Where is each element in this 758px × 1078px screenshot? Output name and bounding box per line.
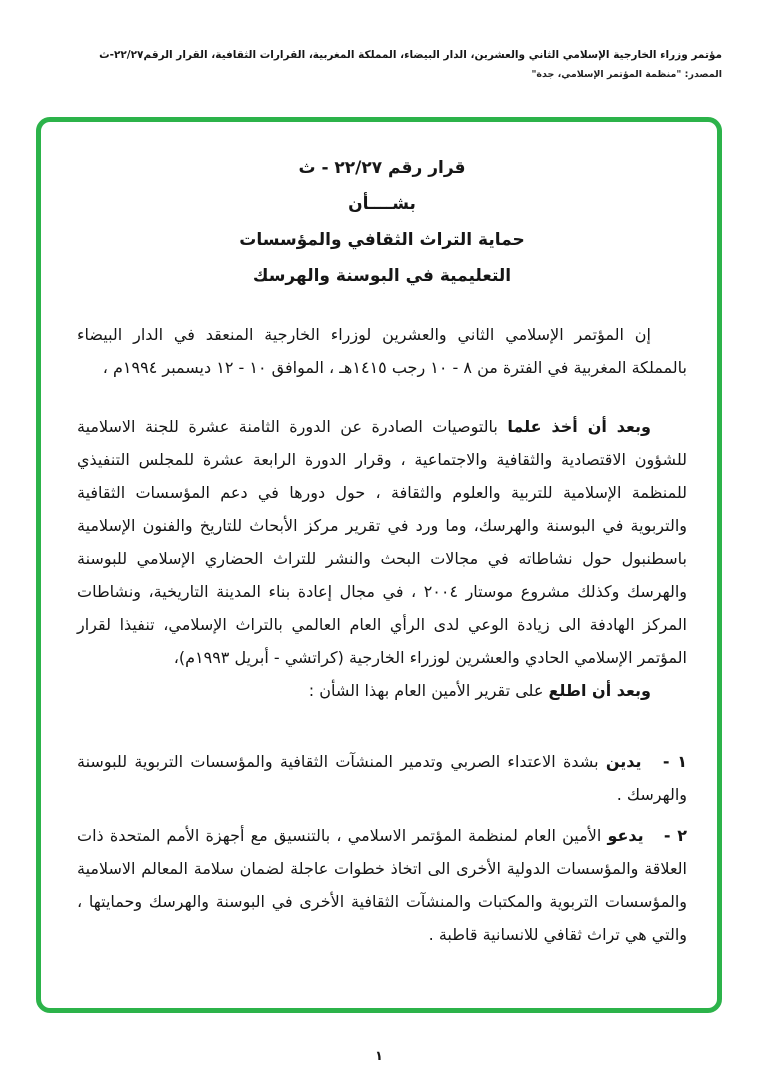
operative-item-1-number: ١ - (662, 752, 687, 771)
clause-having-reviewed (77, 674, 687, 707)
operative-item-2-lead: يدعو (607, 826, 644, 845)
clause-having-noted (77, 410, 687, 674)
clause-having-reviewed-text: على تقرير الأمين العام بهذا الشأن : (308, 681, 544, 700)
operative-item-2 (77, 819, 687, 951)
source-header (30, 48, 722, 80)
resolution-number-title: قرار رقم ٢٢/٢٧ - ث (298, 158, 466, 178)
clause-having-noted-lead: وبعد أن أخذ علما (507, 417, 652, 436)
operative-item-2-text: الأمين العام لمنظمة المؤتمر الاسلامي ، بالتنسيق مع أجهزة الأمم المتحدة ذات العلاقة والمؤسسات الدولية الأخرى الى اتخاذ خطوات عاجلة لضمان سلامة المعالم الاسلامية والمؤسسات التربوية والمكتبات والمنشآت الثقافية الأخرى في البوسنة والهرسك وحمايتها ، والتي هي تراث ثقافي للانسانية قاطبة . (77, 826, 687, 944)
operative-item-1 (77, 745, 687, 811)
operative-item-1-lead: يدين (605, 752, 642, 771)
clause-having-reviewed-lead: وبعد أن اطلع (548, 681, 651, 700)
document-frame (36, 117, 722, 1013)
resolution-subtitle: بشــــأن (348, 194, 416, 214)
clause-having-noted-text: بالتوصيات الصادرة عن الدورة الثامنة عشرة للجنة الاسلامية للشؤون الاقتصادية والثقافية والاجتماعية ، وقرار الدورة الرابعة عشرة للمجلس التنفيذي للمنظمة الإسلامية للتربية والعلوم والثقافة ، حول دورها في دعم المؤسسات الثقافية والتربوية في البوسنة والهرسك، وما ورد في تقرير مركز الأبحاث للتاريخ والفنون الإسلامية باسطنبول حول نشاطاته في مجالات البحث والنشر للتراث الحضاري الإسلامي للبوسنة والهرسك وكذلك مشروع موستار ٢٠٠٤ ، في مجال إعادة بناء المدينة التاريخية، ونشاطات المركز الهادفة الى زيادة الوعي لدى الرأي العام العالمي بالتراث الإسلامي، تنفيذا لقرار المؤتمر الإسلامي الحادي والعشرين لوزراء الخارجية (كراتشي - أبريل ١٩٩٣م)، (77, 417, 687, 667)
operative-item-1-text: بشدة الاعتداء الصربي وتدمير المنشآت الثقافية والمؤسسات التربوية للبوسنة والهرسك . (77, 752, 687, 804)
page-number: ١ (375, 1049, 383, 1064)
resolution-subject-line2: التعليمية في البوسنة والهرسك (252, 266, 512, 286)
preamble-text: إن المؤتمر الإسلامي الثاني والعشرين لوزراء الخارجية المنعقد في الدار البيضاء بالمملكة المغربية في الفترة من ٨ - ١٠ رجب ١٤١٥هـ ، الموافق ١٠ - ١٢ ديسمبر ١٩٩٤م ، (77, 325, 687, 377)
source-header-line2: المصدر: "منظمة المؤتمر الإسلامي، جدة" (531, 68, 722, 80)
operative-item-2-number: ٢ - (663, 826, 687, 845)
source-header-line1: مؤتمر وزراء الخارجية الإسلامي الثاني والعشرين، الدار البيضاء، المملكة المغربية، القرارات الثقافية، القرار الرقم٢٢/٢٧-ث (99, 49, 722, 61)
resolution-subject-line1: حماية التراث الثقافي والمؤسسات (239, 230, 525, 250)
operative-items-list (77, 745, 687, 951)
resolution-title-block (77, 150, 687, 294)
preamble-paragraph (77, 318, 687, 384)
